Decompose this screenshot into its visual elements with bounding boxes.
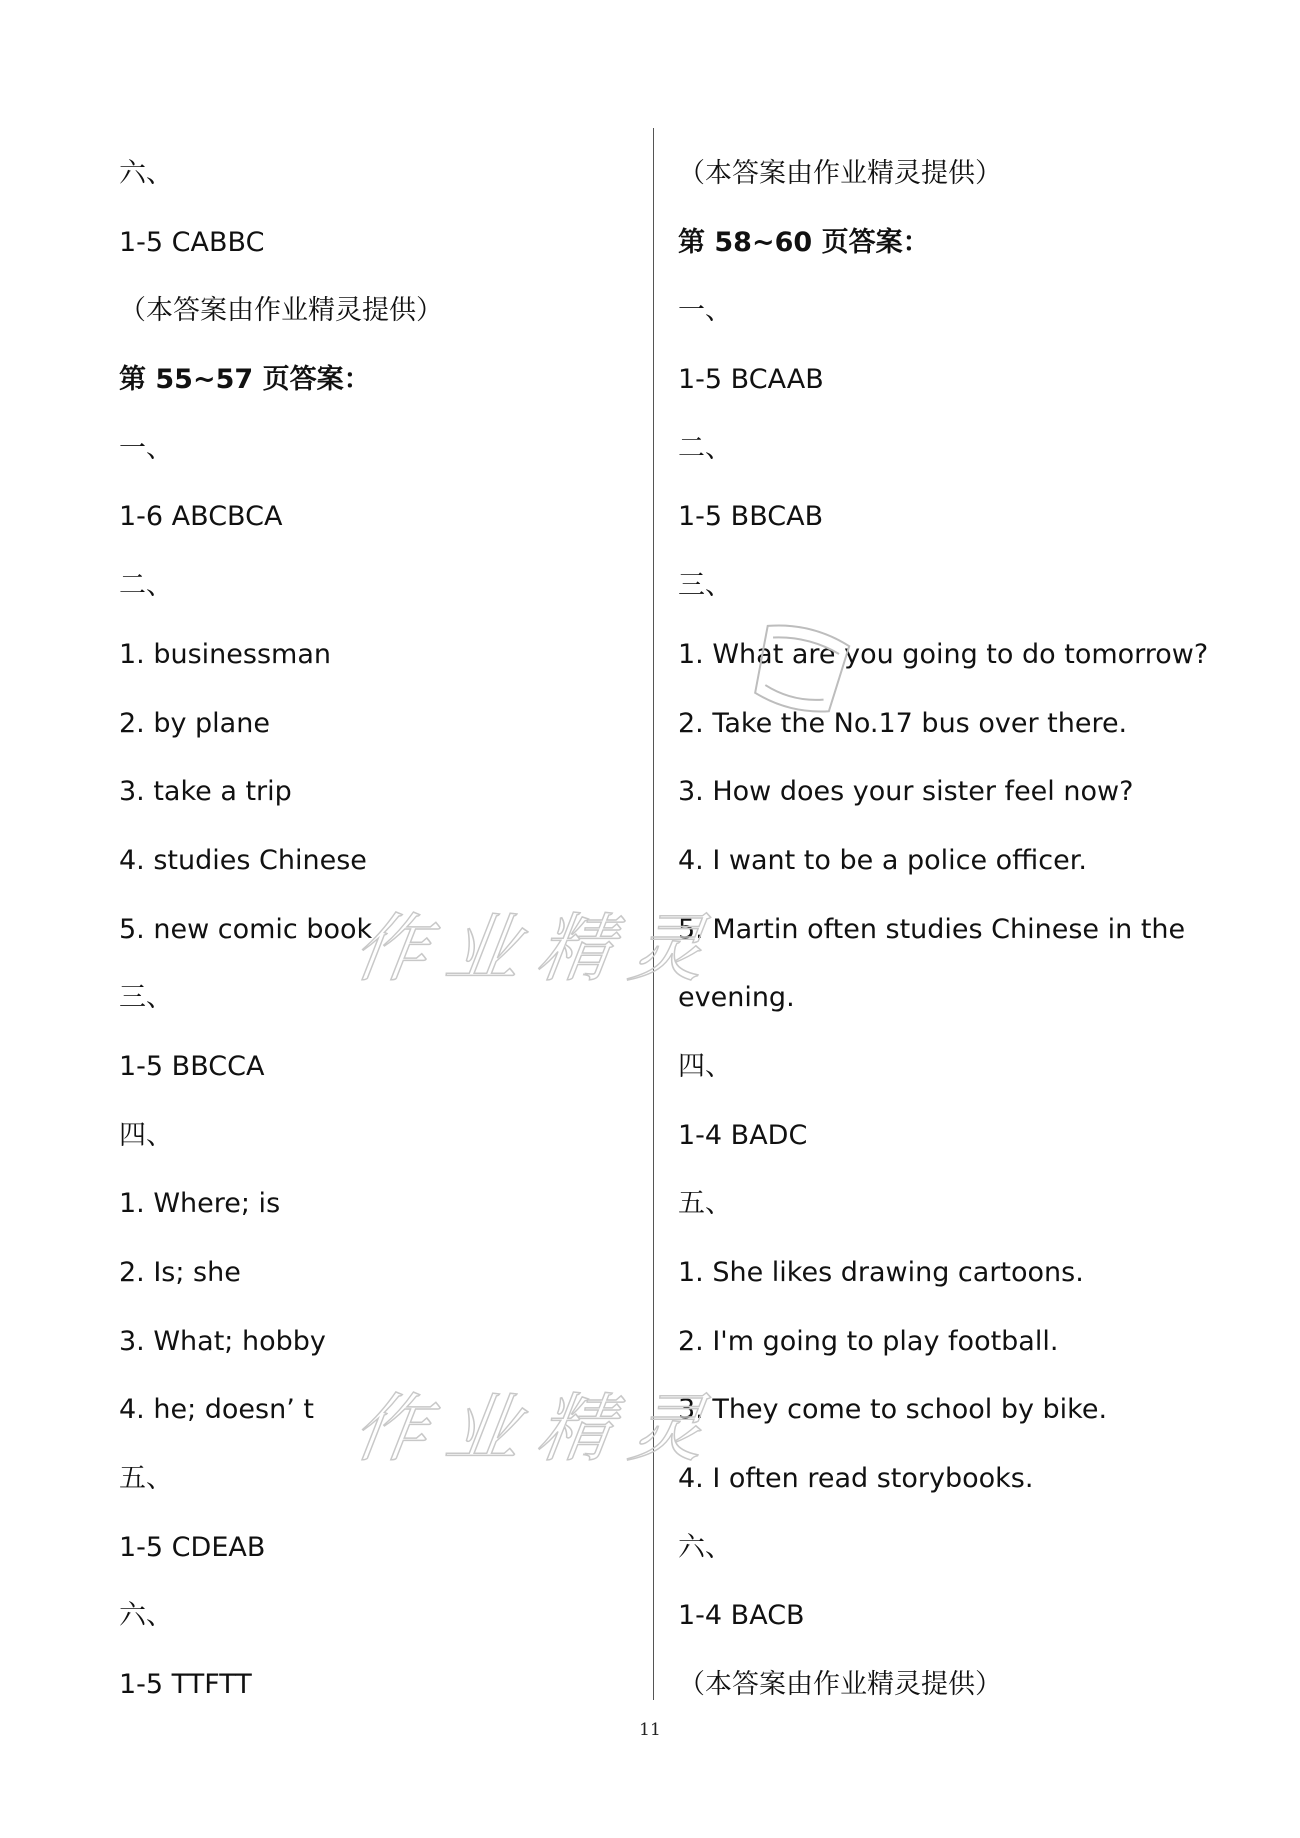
answer-line: 1-5 BBCAB [678, 501, 824, 533]
stamp-watermark-icon [740, 615, 860, 725]
answer-line: 3. How does your sister feel now? [678, 776, 1134, 808]
answer-line: 四、 [119, 1119, 173, 1151]
answer-line: evening. [678, 982, 795, 1014]
answer-line: 5. Martin often studies Chinese in the [678, 913, 1186, 945]
answer-line: 1. Where; is [119, 1188, 281, 1220]
answer-line: 3. They come to school by bike. [678, 1394, 1108, 1426]
answer-line: 六、 [119, 1600, 173, 1632]
page-number: 11 [639, 1720, 661, 1740]
answer-line: 2. I'm going to play football. [678, 1325, 1059, 1357]
answer-line: 1-5 BBCCA [119, 1050, 265, 1082]
answer-line: 1. What are you going to do tomorrow? [678, 638, 1209, 670]
answer-line: 六、 [678, 1531, 732, 1563]
answer-line: 一、 [119, 432, 173, 464]
answer-line: 3. What; hobby [119, 1325, 326, 1357]
answer-line: 1-5 CDEAB [119, 1531, 266, 1563]
answer-line: 4. I want to be a police officer. [678, 844, 1087, 876]
answer-line: 1-5 BCAAB [678, 364, 824, 396]
answer-line: 3. take a trip [119, 776, 292, 808]
answer-line: 二、 [119, 570, 173, 602]
answer-line: 五、 [119, 1463, 173, 1495]
answer-line: （本答案由作业精灵提供） [678, 158, 1002, 189]
watermark-left-lower: 作业精灵 [348, 1386, 729, 1472]
answer-line: 五、 [678, 1188, 732, 1220]
answer-line: 1-5 TTFTT [119, 1669, 252, 1701]
answer-line: 一、 [678, 295, 732, 327]
answer-line: 4. studies Chinese [119, 844, 367, 876]
answer-line: 1-6 ABCBCA [119, 501, 283, 533]
answer-line: 1. businessman [119, 638, 331, 670]
answer-line: 四、 [678, 1050, 732, 1082]
answer-line: 2. Is; she [119, 1257, 241, 1288]
answer-line: 二、 [678, 432, 732, 464]
answer-line: 六、 [119, 158, 173, 189]
answer-line: 4. he; doesn’ t [119, 1394, 314, 1426]
answer-line: 5. new comic book [119, 913, 373, 945]
answer-line: （本答案由作业精灵提供） [678, 1669, 1002, 1701]
answer-line: 4. I often read storybooks. [678, 1463, 1034, 1495]
answer-line: 1-5 CABBC [119, 226, 265, 258]
section-heading: 第 58~60 页答案： [678, 226, 930, 258]
right-column [678, 140, 1238, 1720]
answer-line: 1-4 BACB [678, 1600, 805, 1632]
answer-line: 2. by plane [119, 707, 270, 739]
section-heading: 第 55~57 页答案： [119, 364, 371, 396]
answer-line: 三、 [678, 570, 732, 602]
answer-line: 2. Take the No.17 bus over there. [678, 707, 1128, 739]
answer-line: 三、 [119, 982, 173, 1014]
answer-line: （本答案由作业精灵提供） [119, 295, 443, 327]
answer-line: 1-4 BADC [678, 1119, 808, 1151]
watermark-left-middle: 作业精灵 [348, 906, 729, 992]
answer-line: 1. She likes drawing cartoons. [678, 1257, 1084, 1288]
